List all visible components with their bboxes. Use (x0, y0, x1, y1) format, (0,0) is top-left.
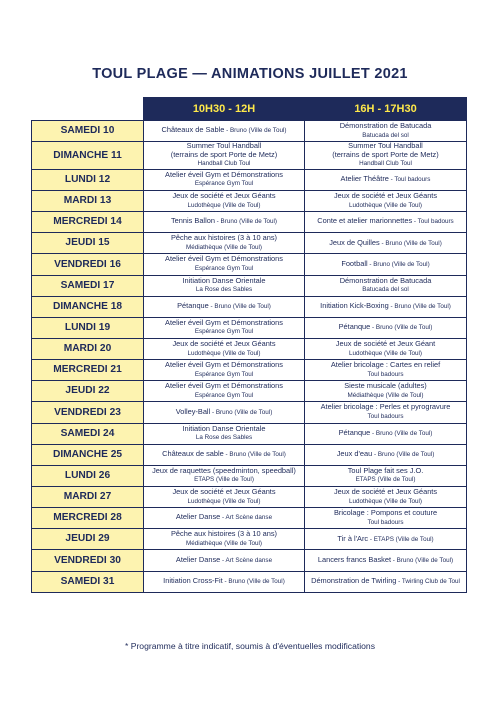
activity-line (307, 302, 464, 312)
activity-line (307, 349, 464, 359)
activity-name: Jeux de société et Jeux Géant (335, 339, 436, 349)
morning-activity-cell (144, 487, 305, 508)
day-cell: VENDREDI 23 (32, 402, 144, 423)
activity-line (146, 151, 302, 160)
morning-activity-cell (144, 169, 305, 190)
activity-line (307, 535, 464, 545)
activity-line (146, 340, 302, 349)
activity-name: Atelier bricolage : Perles et pyrogravure (320, 402, 451, 412)
activity-name: Jeux de société et Jeux Géants (172, 339, 276, 349)
table-row (32, 360, 467, 381)
activity-organizer: Médiathèque (Ville de Toul) (185, 243, 263, 251)
table-row (32, 381, 467, 402)
activity-organizer: - Toul badours (388, 176, 431, 184)
activity-line (146, 264, 302, 274)
activity-line (146, 126, 302, 136)
activity-name: Atelier éveil Gym et Démonstrations (165, 381, 283, 391)
activity-organizer: Ludothèque (Ville de Toul) (187, 497, 261, 505)
table-row (32, 402, 467, 423)
activity-organizer: - Bruno (Ville de Toul) (214, 218, 278, 226)
activity-line (146, 425, 302, 434)
activity-organizer: - Bruno (Ville de Toul) (223, 451, 286, 459)
activity-line (307, 370, 464, 380)
morning-activity-cell (144, 402, 305, 423)
afternoon-activity-cell (305, 142, 467, 170)
afternoon-activity-cell (305, 381, 467, 402)
activity-name: Jeux de Quilles (329, 237, 380, 247)
activity-organizer: ETAPS (Ville de Toul) (194, 476, 254, 484)
activity-line (146, 577, 302, 587)
activity-line (146, 513, 302, 523)
table-row (32, 465, 467, 486)
activity-line (307, 217, 464, 227)
activity-name: Démonstration de Batucada (339, 275, 432, 285)
activity-line (146, 302, 302, 312)
activity-line (146, 382, 302, 391)
activity-name: Initiation Danse Orientale (182, 275, 266, 285)
afternoon-activity-cell (305, 423, 467, 444)
activity-name: Pêche aux histoires (3 à 10 ans) (171, 529, 277, 539)
activity-organizer: Ludothèque (Ville de Toul) (187, 201, 261, 209)
table-row (32, 487, 467, 508)
day-cell: DIMANCHE 25 (32, 444, 144, 465)
activity-organizer: - Bruno (Ville de Toul) (370, 429, 433, 437)
activity-line (146, 234, 302, 243)
afternoon-activity-cell (305, 169, 467, 190)
afternoon-activity-cell (305, 360, 467, 381)
day-cell: SAMEDI 31 (32, 571, 144, 592)
activity-name: Toul Plage fait ses J.O. (347, 465, 424, 475)
activity-organizer: - Bruno (Ville de Toul) (372, 451, 435, 459)
activity-line (146, 179, 302, 189)
activity-name: Pétanque (338, 322, 371, 332)
activity-name: Conte et atelier marionnettes (317, 216, 413, 226)
activity-line (146, 319, 302, 328)
activity-name: Atelier éveil Gym et Démonstrations (165, 317, 283, 327)
activity-organizer: Espérance Gym Toul (194, 265, 254, 273)
afternoon-activity-cell (305, 191, 467, 212)
activity-line (307, 175, 464, 185)
day-cell: MARDI 27 (32, 487, 144, 508)
afternoon-activity-cell (305, 296, 467, 317)
afternoon-activity-cell (305, 487, 467, 508)
morning-activity-cell (144, 317, 305, 338)
morning-activity-cell (144, 465, 305, 486)
header-blank-cell (32, 98, 144, 121)
day-cell: SAMEDI 24 (32, 423, 144, 444)
activity-organizer: Ludothèque (Ville de Toul) (349, 201, 422, 209)
activity-organizer: - Bruno (Ville de Toul) (367, 260, 430, 268)
day-cell: JEUDI 15 (32, 233, 144, 254)
activity-line (146, 243, 302, 253)
activity-name: Initiation Cross-Fit (163, 575, 223, 585)
activity-line (307, 340, 464, 349)
morning-activity-cell (144, 423, 305, 444)
morning-activity-cell (144, 381, 305, 402)
activity-name: Atelier éveil Gym et Démonstrations (165, 360, 283, 370)
table-row (32, 233, 467, 254)
activity-name: Summer Toul Handball (186, 141, 262, 151)
morning-activity-cell (144, 296, 305, 317)
activity-name: Tir à l'Arc (337, 533, 369, 543)
activity-line (307, 277, 464, 286)
activity-organizer: - ETAPS (Ville de Toul) (368, 535, 434, 543)
table-row (32, 212, 467, 233)
activity-name: Jeux de société et Jeux Géants (172, 487, 276, 496)
activity-name: Bricolage : Pompons et couture (333, 508, 438, 518)
activity-organizer: Toul badours (367, 518, 404, 526)
activity-line (146, 556, 302, 566)
activity-line (307, 391, 464, 401)
morning-activity-cell (144, 212, 305, 233)
activity-organizer: La Rose des Sables (195, 434, 253, 442)
table-row (32, 423, 467, 444)
afternoon-activity-cell (305, 571, 467, 592)
activity-line (307, 556, 464, 566)
activity-line (307, 122, 464, 131)
activity-name: Atelier Danse (175, 554, 221, 564)
activity-line (307, 201, 464, 211)
activity-name: Sieste musicale (adultes) (344, 381, 427, 391)
activity-line (146, 327, 302, 337)
day-cell: JEUDI 29 (32, 529, 144, 550)
activity-name: Jeux de raquettes (speedminton, speedball) (152, 465, 296, 475)
activity-line (307, 450, 464, 460)
activity-line (307, 509, 464, 518)
activity-line (146, 255, 302, 264)
day-cell: LUNDI 19 (32, 317, 144, 338)
activity-organizer: - Twirling Club de Toul (396, 577, 460, 585)
activity-name: Jeux de société et Jeux Géants (172, 191, 276, 201)
activity-name: Football (341, 258, 368, 268)
day-cell: SAMEDI 10 (32, 121, 144, 142)
table-row (32, 550, 467, 571)
activity-organizer: Handball Club Toul (197, 160, 251, 168)
activity-line (307, 403, 464, 412)
activity-name: (terrains de sport Porte de Metz) (332, 149, 439, 159)
activity-name: Atelier Danse (175, 512, 221, 522)
activity-organizer: Batucada del sol (362, 131, 409, 139)
morning-activity-cell (144, 254, 305, 275)
activity-organizer: Toul badours (367, 413, 404, 421)
table-row (32, 169, 467, 190)
activity-line (307, 159, 464, 169)
table-row (32, 529, 467, 550)
afternoon-activity-cell (305, 550, 467, 571)
afternoon-activity-cell (305, 529, 467, 550)
afternoon-activity-cell (305, 121, 467, 142)
activity-name: Pétanque (338, 427, 371, 437)
page-title: TOUL PLAGE — ANIMATIONS JUILLET 2021 (92, 66, 408, 82)
afternoon-activity-cell (305, 402, 467, 423)
activity-line (146, 370, 302, 380)
day-cell: LUNDI 26 (32, 465, 144, 486)
day-cell: VENDREDI 16 (32, 254, 144, 275)
activity-organizer: - Bruno (Ville de Toul) (222, 577, 285, 585)
day-cell: LUNDI 12 (32, 169, 144, 190)
activity-name: Pêche aux histoires (3 à 10 ans) (171, 233, 277, 243)
activity-name: Tennis Ballon (170, 216, 215, 226)
morning-activity-cell (144, 571, 305, 592)
table-row (32, 191, 467, 212)
footnote: * Programme à titre indicatif, soumis à d'éventuelles modifications (124, 641, 376, 651)
activity-name: Initiation Kick-Boxing (320, 301, 389, 311)
day-cell: MERCREDI 28 (32, 508, 144, 529)
activity-name: Démonstration de Twirling (311, 575, 397, 585)
activity-organizer: - Bruno (Ville de Toul) (388, 303, 451, 311)
table-row (32, 444, 467, 465)
activity-organizer: - Bruno (Ville de Toul) (370, 324, 433, 332)
column-header-afternoon: 16H - 17H30 (305, 98, 467, 121)
activity-line (146, 171, 302, 180)
activity-line (146, 450, 302, 460)
morning-activity-cell (144, 191, 305, 212)
morning-activity-cell (144, 508, 305, 529)
activity-organizer: Espérance Gym Toul (194, 391, 254, 399)
afternoon-activity-cell (305, 339, 467, 360)
activity-name: Lancers francs Basket (317, 554, 392, 564)
activity-line (307, 285, 464, 295)
schedule-body (32, 121, 467, 593)
activity-line (146, 530, 302, 539)
column-header-morning: 10H30 - 12H (144, 98, 305, 121)
table-row (32, 142, 467, 170)
day-cell: JEUDI 22 (32, 381, 144, 402)
morning-activity-cell (144, 339, 305, 360)
activity-line (307, 260, 464, 270)
day-cell: DIMANCHE 18 (32, 296, 144, 317)
table-row (32, 339, 467, 360)
activity-organizer: - Art Scène danse (220, 514, 273, 522)
activity-line (307, 239, 464, 249)
activity-organizer: Médiathèque (Ville de Toul) (347, 391, 424, 399)
activity-organizer: - Bruno (Ville de Toul) (224, 127, 287, 135)
morning-activity-cell (144, 121, 305, 142)
afternoon-activity-cell (305, 317, 467, 338)
afternoon-activity-cell (305, 444, 467, 465)
day-cell: MERCREDI 14 (32, 212, 144, 233)
day-cell: MARDI 13 (32, 191, 144, 212)
activity-organizer: - Toul badours (412, 218, 454, 226)
activity-organizer: Toul badours (367, 370, 404, 378)
activity-line (146, 475, 302, 485)
morning-activity-cell (144, 275, 305, 296)
activity-organizer: - Bruno (Ville de Toul) (379, 239, 442, 247)
activity-line (146, 539, 302, 549)
activity-name: Démonstration de Batucada (339, 120, 432, 130)
morning-activity-cell (144, 550, 305, 571)
activity-line (146, 349, 302, 359)
morning-activity-cell (144, 529, 305, 550)
activity-name: Initiation Danse Orientale (182, 423, 266, 433)
activity-line (307, 323, 464, 333)
table-row (32, 121, 467, 142)
table-row (32, 254, 467, 275)
activity-line (307, 151, 464, 160)
activity-organizer: ETAPS (Ville de Toul) (355, 476, 416, 484)
activity-line (307, 429, 464, 439)
activity-organizer: Espérance Gym Toul (194, 328, 254, 336)
afternoon-activity-cell (305, 508, 467, 529)
activity-organizer: Ludothèque (Ville de Toul) (349, 349, 422, 357)
activity-organizer: - Bruno (Ville de Toul) (391, 556, 454, 564)
activity-name: Atelier éveil Gym et Démonstrations (165, 169, 283, 179)
morning-activity-cell (144, 142, 305, 170)
activity-line (307, 577, 464, 587)
table-row (32, 571, 467, 592)
afternoon-activity-cell (305, 212, 467, 233)
activity-organizer: Ludothèque (Ville de Toul) (187, 349, 261, 357)
activity-line (307, 192, 464, 201)
afternoon-activity-cell (305, 465, 467, 486)
activity-line (146, 433, 302, 443)
activity-organizer: Ludothèque (Ville de Toul) (349, 497, 422, 505)
activity-name: Atelier bricolage : Cartes en relief (330, 360, 441, 370)
activity-line (146, 201, 302, 211)
table-row (32, 275, 467, 296)
activity-line (307, 488, 464, 497)
activity-line (146, 285, 302, 295)
activity-organizer: - Bruno (Ville de Toul) (210, 408, 273, 416)
activity-line (307, 518, 464, 528)
activity-organizer: Espérance Gym Toul (194, 370, 254, 378)
activity-organizer: Batucada del sol (362, 286, 409, 294)
activity-organizer: La Rose des Sables (195, 286, 253, 294)
activity-organizer: - Art Scène danse (220, 556, 273, 564)
afternoon-activity-cell (305, 275, 467, 296)
activity-line (146, 277, 302, 286)
activity-line (307, 467, 464, 476)
activity-line (146, 408, 302, 418)
day-cell: MERCREDI 21 (32, 360, 144, 381)
day-cell: DIMANCHE 11 (32, 142, 144, 170)
day-cell: SAMEDI 17 (32, 275, 144, 296)
activity-organizer: - Bruno (Ville de Toul) (208, 303, 271, 311)
activity-line (146, 467, 302, 476)
table-row (32, 508, 467, 529)
activity-line (146, 192, 302, 201)
activity-name: Jeux de société et Jeux Géants (333, 191, 438, 201)
afternoon-activity-cell (305, 233, 467, 254)
table-row (32, 296, 467, 317)
activity-line (307, 131, 464, 141)
activity-name: Volley-Ball (175, 406, 211, 416)
schedule-table (31, 97, 467, 593)
activity-name: Atelier Théâtre (340, 174, 389, 184)
activity-organizer: Médiathèque (Ville de Toul) (185, 539, 263, 547)
morning-activity-cell (144, 233, 305, 254)
activity-name: Châteaux de Sable (161, 125, 225, 135)
afternoon-activity-cell (305, 254, 467, 275)
activity-line (146, 391, 302, 401)
activity-line (146, 488, 302, 497)
activity-name: Jeux d'eau (336, 449, 373, 459)
activity-name: Pétanque (177, 301, 209, 311)
activity-line (307, 412, 464, 422)
activity-line (307, 361, 464, 370)
morning-activity-cell (144, 444, 305, 465)
activity-organizer: Handball Club Toul (359, 160, 412, 168)
activity-line (146, 361, 302, 370)
activity-name: Châteaux de sable (162, 449, 224, 459)
header-row (32, 98, 467, 121)
activity-name: Summer Toul Handball (348, 141, 423, 151)
activity-line (307, 382, 464, 391)
activity-name: Atelier éveil Gym et Démonstrations (165, 254, 283, 264)
activity-line (307, 475, 464, 485)
activity-name: (terrains de sport Porte de Metz) (170, 149, 278, 159)
activity-line (146, 159, 302, 169)
activity-line (307, 497, 464, 507)
activity-organizer: Espérance Gym Toul (194, 180, 254, 188)
day-cell: MARDI 20 (32, 339, 144, 360)
day-cell: VENDREDI 30 (32, 550, 144, 571)
activity-line (146, 497, 302, 507)
morning-activity-cell (144, 360, 305, 381)
activity-line (146, 217, 302, 227)
table-row (32, 317, 467, 338)
activity-name: Jeux de société et Jeux Géants (333, 487, 438, 496)
